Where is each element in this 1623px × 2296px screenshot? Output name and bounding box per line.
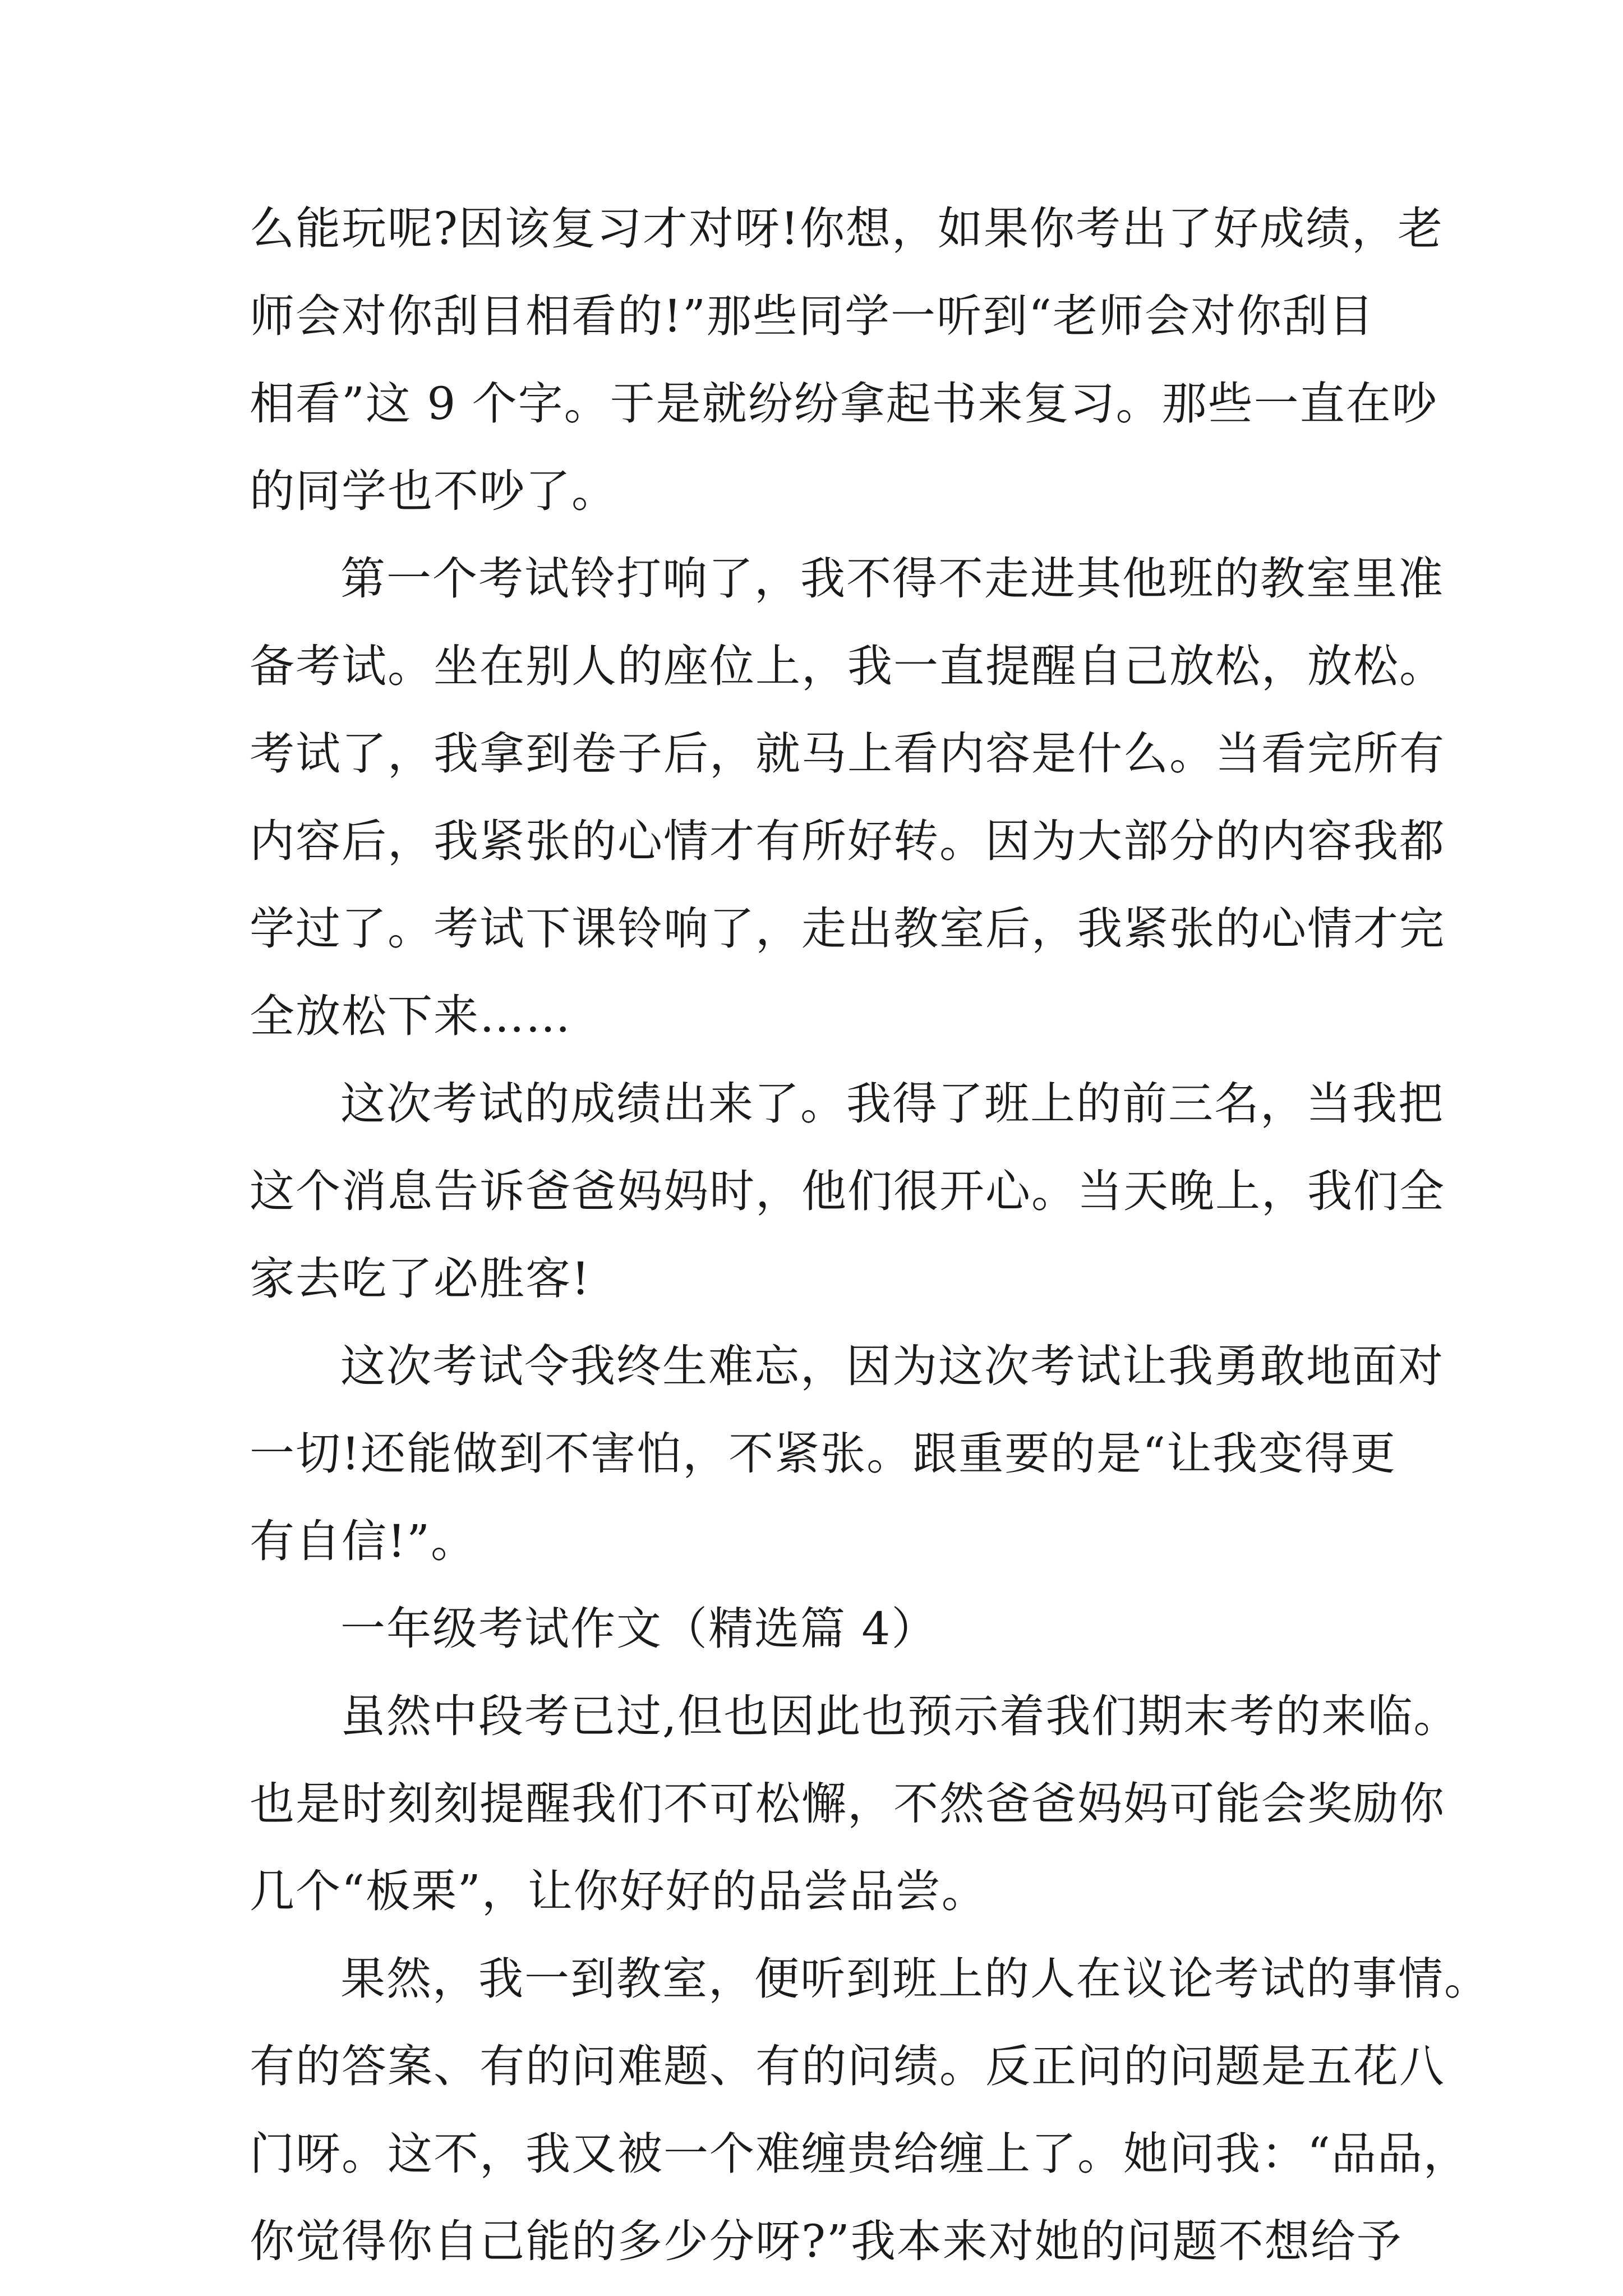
text-line: 你觉得你自己能的多少分呀?”我本来对她的问题不想给予 [250, 2215, 1403, 2267]
text-line: 学过了。考试下课铃响了，走出教室后，我紧张的心情才完 [250, 903, 1445, 955]
paragraph-start-line: 虽然中段考已过,但也因此也预示着我们期末考的来临。 [340, 1690, 1460, 1742]
paragraph-start-line: 这次考试令我终生难忘，因为这次考试让我勇敢地面对 [340, 1340, 1444, 1392]
text-line: 有的答案、有的问难题、有的问绩。反正问的问题是五花八 [250, 2040, 1445, 2092]
text-line: 有自信!”。 [250, 1515, 477, 1567]
text-line: 门呀。这不，我又被一个难缠贵给缠上了。她问我：“品品， [250, 2128, 1469, 2180]
text-line: 几个“板栗”，让你好好的品尝品尝。 [250, 1865, 988, 1917]
text-line: 内容后，我紧张的心情才有所好转。因为大部分的内容我都 [250, 815, 1445, 867]
text-line: 的同学也不吵了。 [250, 465, 617, 517]
text-line: 备考试。坐在别人的座位上，我一直提醒自己放松，放松。 [250, 640, 1445, 692]
text-line: 也是时刻刻提醒我们不可松懈，不然爸爸妈妈可能会奖励你 [250, 1778, 1445, 1830]
text-line: 这个消息告诉爸爸妈妈时，他们很开心。当天晚上，我们全 [250, 1165, 1445, 1217]
text-line: 师会对你刮目相看的!”那些同学一听到“老师会对你刮目 [250, 290, 1375, 342]
paragraph-start-line: 这次考试的成绩出来了。我得了班上的前三名，当我把 [340, 1078, 1444, 1130]
essay-text [250, 185, 1490, 2285]
text-line: 么能玩呢?因该复习才对呀!你想，如果你考出了好成绩，老 [250, 203, 1444, 255]
text-line: 考试了，我拿到卷子后，就马上看内容是什么。当看完所有 [250, 728, 1445, 780]
text-line: 相看”这 9 个字。于是就纷纷拿起书来复习。那些一直在吵 [250, 378, 1438, 430]
paragraph-start-line: 果然，我一到教室，便听到班上的人在议论考试的事情。 [340, 1953, 1490, 2005]
paragraph-start-line: 第一个考试铃打响了，我不得不走进其他班的教室里准 [340, 553, 1444, 605]
section-heading: 一年级考试作文（精选篇 4） [340, 1603, 938, 1655]
text-line: 全放松下来…… [250, 990, 571, 1042]
text-line: 一切!还能做到不害怕，不紧张。跟重要的是“让我变得更 [250, 1428, 1397, 1480]
text-line: 家去吃了必胜客! [250, 1253, 591, 1305]
